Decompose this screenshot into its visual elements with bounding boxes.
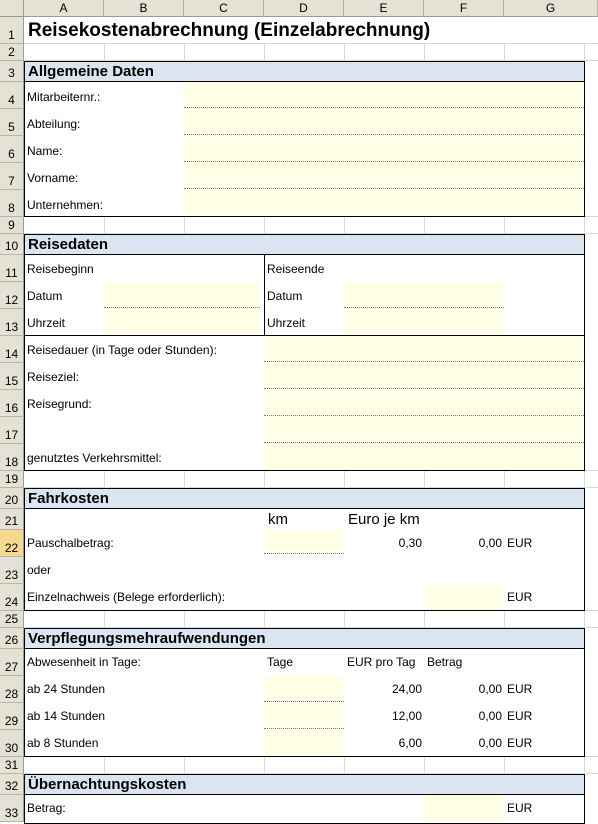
tage-8-field[interactable] [264, 730, 344, 756]
row-header-11[interactable]: 11 [0, 255, 24, 282]
column-header-a[interactable]: A [24, 0, 104, 17]
uhrzeit-ende-field[interactable] [344, 309, 504, 335]
column-header-d[interactable]: D [264, 0, 344, 17]
label-ab-8-stunden: ab 8 Stunden [27, 736, 99, 750]
row-header-12[interactable]: 12 [0, 282, 24, 309]
row-header-24[interactable]: 24 [0, 584, 24, 611]
rate-8: 6,00 [398, 736, 422, 750]
row-header-1[interactable]: 1 [0, 17, 24, 44]
title-cell[interactable] [25, 17, 598, 43]
label-vorname: Vorname: [27, 171, 79, 185]
label-unternehmen: Unternehmen: [27, 198, 104, 212]
label-datum-beginn: Datum [27, 289, 63, 303]
row-header-20[interactable]: 20 [0, 488, 24, 509]
column-label-eur-pro-tag: EUR pro Tag [347, 655, 416, 669]
label-ab-14-stunden: ab 14 Stunden [27, 709, 106, 723]
reisedauer-field[interactable] [264, 336, 584, 362]
column-label-km: km [268, 511, 288, 528]
label-uhrzeit-beginn: Uhrzeit [27, 316, 66, 330]
label-abteilung: Abteilung: [27, 117, 81, 131]
column-header-b[interactable]: B [104, 0, 184, 17]
km-field[interactable] [264, 530, 344, 554]
amount-14: 0,00 [478, 709, 502, 723]
tage-24-field[interactable] [264, 676, 344, 702]
label-einzelnachweis: Einzelnachweis (Belege erforderlich): [27, 590, 226, 604]
select-all-corner[interactable] [0, 0, 24, 17]
row-header-16[interactable]: 16 [0, 390, 24, 417]
row-header-6[interactable]: 6 [0, 136, 24, 163]
section-header-fahrkosten [24, 488, 585, 509]
fahrkosten-betrag: 0,00 [478, 536, 502, 550]
row-header-7[interactable]: 7 [0, 163, 24, 190]
vorname-field[interactable] [184, 163, 584, 189]
label-uebernachtung-betrag: Betrag: [27, 801, 66, 815]
currency-label: EUR [507, 536, 533, 550]
row-header-18[interactable]: 18 [0, 444, 24, 471]
section-title: Verpflegungsmehraufwendungen [28, 630, 266, 647]
row-header-17[interactable]: 17 [0, 417, 24, 444]
label-pauschalbetrag: Pauschalbetrag: [27, 536, 114, 550]
label-reiseziel: Reiseziel: [27, 370, 80, 384]
row-header-33[interactable]: 33 [0, 795, 24, 822]
column-label-euro-je-km: Euro je km [348, 511, 420, 528]
abteilung-field[interactable] [184, 109, 584, 135]
column-label-tage: Tage [267, 655, 294, 669]
datum-beginn-field[interactable] [104, 282, 260, 308]
row-header-13[interactable]: 13 [0, 309, 24, 336]
currency-label: EUR [507, 590, 533, 604]
amount-24: 0,00 [478, 682, 502, 696]
section-header-reisedaten [24, 234, 585, 255]
label-datum-ende: Datum [267, 289, 303, 303]
label-ab-24-stunden: ab 24 Stunden [27, 682, 106, 696]
name-field[interactable] [184, 136, 584, 162]
section-title: Reisedaten [28, 236, 109, 253]
currency-label: EUR [507, 801, 533, 815]
rate-24: 24,00 [391, 682, 422, 696]
row-header-21[interactable]: 21 [0, 509, 24, 530]
row-header-25[interactable]: 25 [0, 611, 24, 628]
uhrzeit-beginn-field[interactable] [104, 309, 260, 335]
amount-8: 0,00 [478, 736, 502, 750]
row-header-10[interactable]: 10 [0, 234, 24, 255]
section-title: Fahrkosten [28, 490, 109, 507]
rate-per-km: 0,30 [398, 536, 422, 550]
column-header-e[interactable]: E [344, 0, 424, 17]
reiseziel-field[interactable] [264, 363, 584, 389]
uebernachtung-betrag-field[interactable] [424, 795, 504, 821]
label-abwesenheit: Abwesenheit in Tage: [27, 655, 141, 669]
row-header-9[interactable]: 9 [0, 217, 24, 234]
column-header-c[interactable]: C [184, 0, 264, 17]
row-header-28[interactable]: 28 [0, 676, 24, 703]
section-header-verpflegung [24, 628, 585, 649]
row-header-19[interactable]: 19 [0, 471, 24, 488]
row-header-23[interactable]: 23 [0, 557, 24, 584]
einzelnachweis-field[interactable] [424, 584, 504, 610]
column-header-f[interactable]: F [424, 0, 504, 17]
row-header-2[interactable]: 2 [0, 44, 24, 61]
unternehmen-field[interactable] [184, 190, 584, 216]
page-title: Reisekostenabrechnung (Einzelabrechnung) [28, 20, 431, 41]
rate-14: 12,00 [391, 709, 422, 723]
label-uhrzeit-ende: Uhrzeit [267, 316, 306, 330]
reisegrund-field[interactable] [264, 390, 584, 416]
row-header-8[interactable]: 8 [0, 190, 24, 217]
row-header-30[interactable]: 30 [0, 730, 24, 757]
label-reisedauer: Reisedauer (in Tage oder Stunden): [27, 343, 217, 357]
tage-14-field[interactable] [264, 703, 344, 729]
row-header-5[interactable]: 5 [0, 109, 24, 136]
currency-label: EUR [507, 736, 533, 750]
label-reisebeginn: Reisebeginn [27, 262, 94, 276]
datum-ende-field[interactable] [344, 282, 504, 308]
label-reiseende: Reiseende [267, 262, 325, 276]
row-header-32[interactable]: 32 [0, 774, 24, 795]
row-header-26[interactable]: 26 [0, 628, 24, 649]
row-header-15[interactable]: 15 [0, 363, 24, 390]
label-name: Name: [27, 144, 63, 158]
reisegrund-field-2[interactable] [264, 417, 584, 443]
column-label-betrag: Betrag [427, 655, 463, 669]
mitarbeiternr-field[interactable] [184, 82, 584, 108]
row-header-29[interactable]: 29 [0, 703, 24, 730]
row-header-31[interactable]: 31 [0, 757, 24, 774]
verkehrsmittel-field[interactable] [264, 444, 584, 470]
currency-label: EUR [507, 709, 533, 723]
label-oder: oder [27, 563, 52, 577]
section-header-uebernachtung [24, 774, 585, 795]
row-header-14[interactable]: 14 [0, 336, 24, 363]
section-header-allgemeine-daten [24, 61, 585, 82]
row-header-4[interactable]: 4 [0, 82, 24, 109]
currency-label: EUR [507, 682, 533, 696]
section-title: Übernachtungskosten [28, 776, 187, 793]
row-header-27[interactable]: 27 [0, 649, 24, 676]
row-header-3[interactable]: 3 [0, 61, 24, 82]
label-verkehrsmittel: genutztes Verkehrsmittel: [27, 451, 162, 465]
row-header-22[interactable]: 22 [0, 530, 24, 557]
section-title: Allgemeine Daten [28, 63, 154, 80]
column-header-g[interactable]: G [504, 0, 598, 17]
label-mitarbeiternr: Mitarbeiternr.: [27, 90, 101, 104]
label-reisegrund: Reisegrund: [27, 397, 92, 411]
